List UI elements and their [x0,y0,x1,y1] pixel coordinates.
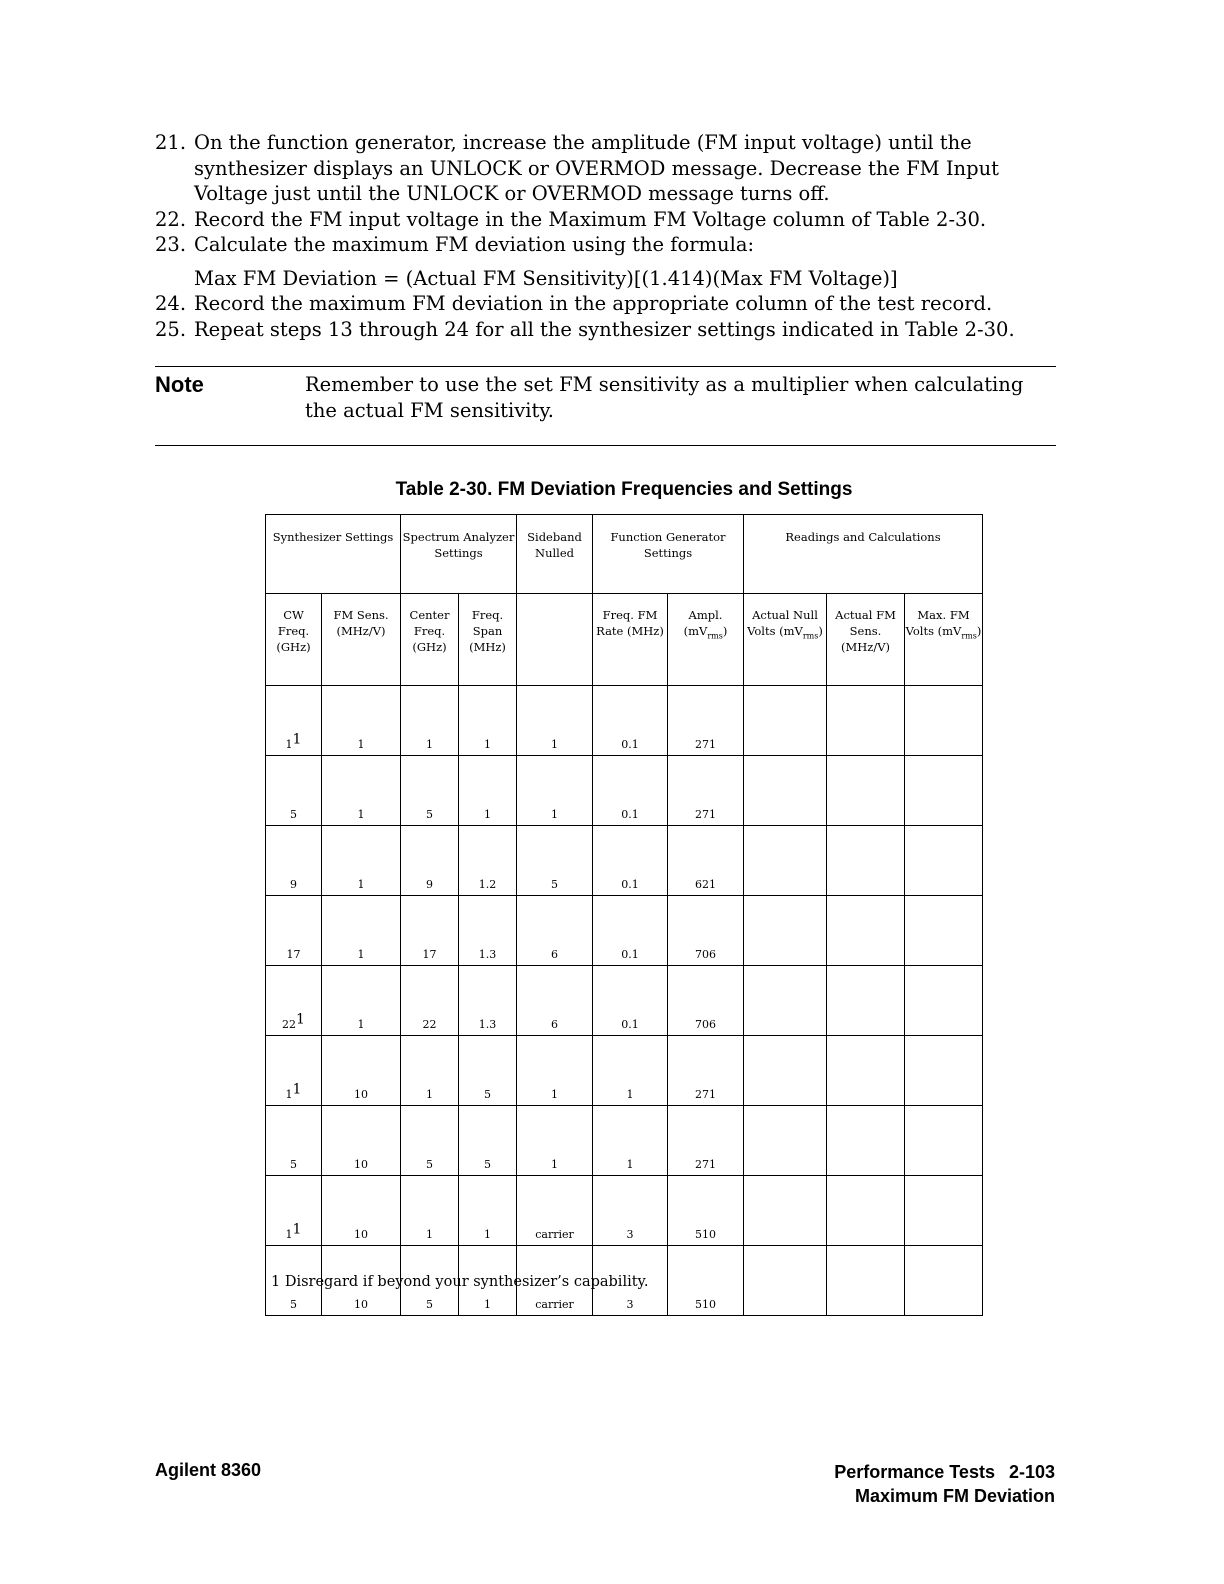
cell-null-volts [744,966,827,1036]
cell-center-freq [401,1036,459,1106]
cell-value: 5 [426,1298,433,1311]
cell-value: 17 [286,948,301,961]
cell-actual-fm-sens [827,826,905,896]
table-row [266,686,983,756]
col-header-center-freq: Center Freq. (GHz) [401,594,459,686]
cell-actual-fm-sens [827,1036,905,1106]
cell-freq-span [459,896,517,966]
cell-ampl [668,1176,744,1246]
cell-sideband [517,1106,593,1176]
col-header-fm-rate: Freq. FM Rate (MHz) [593,594,668,686]
footnote-marker: 1 [296,1011,305,1028]
cell-cw-freq [266,686,322,756]
cell-null-volts [744,1176,827,1246]
cell-max-fm-volts [905,1036,983,1106]
col-header-actual-fm-sens: Actual FM Sens. (MHz/V) [827,594,905,686]
cell-value: 1 [285,1228,293,1241]
cell-value: 5 [426,1158,433,1171]
cell-center-freq [401,826,459,896]
cell-value: carrier [535,1228,574,1241]
cell-center-freq [401,1106,459,1176]
fm-deviation-table [265,514,983,1316]
group-header-synthesizer: Synthesizer Settings [266,515,401,594]
table-row [266,1036,983,1106]
cell-value: 10 [354,1158,368,1171]
cell-value: 17 [422,948,437,961]
cell-value: 621 [695,878,716,891]
cell-value: 1 [357,878,365,891]
cell-value: 22 [422,1018,437,1031]
cell-cw-freq [266,826,322,896]
cell-value: 0.1 [621,948,639,961]
cell-fm-sens [322,896,401,966]
footer-product: Agilent 8360 [155,1460,262,1480]
cell-fm-rate [593,756,668,826]
cell-ampl [668,686,744,756]
cell-value: 0.1 [621,1018,639,1031]
cell-value: 5 [426,808,433,821]
cell-value: 1 [551,738,558,751]
step-number: 22. [155,207,187,231]
cell-cw-freq [266,1036,322,1106]
col-header-fm-sens: FM Sens. (MHz/V) [322,594,401,686]
cell-value: 10 [354,1088,368,1101]
cell-freq-span [459,966,517,1036]
cell-null-volts [744,1036,827,1106]
cell-value: 1 [357,1018,365,1031]
cell-value: 271 [695,1158,716,1171]
cell-max-fm-volts [905,896,983,966]
cell-value: 1 [357,808,365,821]
cell-ampl [668,756,744,826]
cell-value: 10 [354,1228,368,1241]
col-header-freq-span: Freq. Span (MHz) [459,594,517,686]
cell-value: 1 [626,1088,634,1101]
cell-ampl [668,966,744,1036]
cell-value: 1 [285,738,293,751]
cell-actual-fm-sens [827,1176,905,1246]
cell-fm-sens [322,1036,401,1106]
cell-max-fm-volts [905,756,983,826]
cell-value: 1 [484,1298,491,1311]
cell-center-freq [401,756,459,826]
note-top-rule [155,366,1056,367]
cell-max-fm-volts [905,1176,983,1246]
cell-fm-rate [593,1036,668,1106]
cell-cw-freq [266,896,322,966]
step-number: 23. [155,233,187,256]
step-21 [155,130,1055,207]
footer-section: Performance Tests [834,1462,995,1482]
step-number: 25. [155,317,187,341]
footnote-marker: 1 [292,731,302,748]
cell-sideband [517,686,593,756]
footnote-marker: 1 [292,1081,302,1098]
cell-sideband [517,826,593,896]
cell-cw-freq [266,1176,322,1246]
cell-value: 510 [695,1298,716,1311]
step-number: 24. [155,292,187,315]
step-25 [155,317,1055,343]
cell-actual-fm-sens [827,1246,905,1316]
cell-value: 22 [282,1018,297,1031]
cell-value: 1 [484,1228,491,1241]
cell-fm-sens [322,1176,401,1246]
cell-ampl [668,1246,744,1316]
table-title: Table 2-30. FM Deviation Frequencies and Settings [395,479,853,500]
cell-ampl [668,826,744,896]
cell-actual-fm-sens [827,686,905,756]
cell-value: 1 [551,1088,558,1101]
cell-actual-fm-sens [827,966,905,1036]
table-row [266,1176,983,1246]
table-row [266,966,983,1036]
table-row [266,1106,983,1176]
table-row [266,896,983,966]
cell-center-freq [401,966,459,1036]
cell-sideband [517,966,593,1036]
cell-value: 5 [290,1298,297,1311]
procedure-steps [155,130,1055,342]
footnote-marker: 1 [292,1221,302,1238]
page-number: 2-103 [1008,1462,1055,1482]
cell-null-volts [744,826,827,896]
cell-value: 3 [626,1298,634,1311]
step-24 [155,291,1055,317]
cell-value: 1 [357,738,365,751]
cell-null-volts [744,1246,827,1316]
note-text: Remember to use the set FM sensitivity as a multiplier when calculating the actual FM sensitivity. [305,373,1024,422]
col-header-null-volts: Actual Null Volts $(mV_{rms})$ [744,594,827,686]
cell-value: 5 [484,1088,491,1101]
cell-center-freq [401,896,459,966]
cell-value: 1 [551,808,558,821]
cell-value: 10 [354,1298,368,1311]
cell-fm-sens [322,686,401,756]
group-header-sideband: Sideband Nulled [517,515,593,594]
cell-max-fm-volts [905,686,983,756]
cell-value: 9 [290,878,297,891]
cell-fm-sens [322,966,401,1036]
footer-subsection: Maximum FM Deviation [854,1486,1055,1506]
cell-fm-rate [593,826,668,896]
group-header-function-generator: Function Generator Settings [593,515,744,594]
cell-value: 1 [426,1228,433,1241]
step-text: Record the maximum FM deviation in the appropriate column of the test record. [194,292,993,315]
cell-value: 706 [695,948,716,961]
table-row [266,826,983,896]
cell-value: 9 [426,878,433,891]
footer-right [834,1460,1055,1508]
cell-fm-rate [593,1176,668,1246]
note-label: Note [155,372,204,397]
cell-value: 510 [695,1228,716,1241]
cell-center-freq [401,686,459,756]
column-header-row [266,594,983,686]
cell-value: 1 [426,1088,433,1101]
step-text: Calculate the maximum FM deviation using the formula: [194,233,755,256]
cell-fm-rate [593,1106,668,1176]
cell-freq-span [459,756,517,826]
cell-value: 5 [551,878,558,891]
cell-value: 271 [695,808,716,821]
cell-value: 271 [695,738,716,751]
cell-max-fm-volts [905,966,983,1036]
cell-freq-span [459,686,517,756]
cell-fm-sens [322,826,401,896]
cell-cw-freq [266,756,322,826]
cell-ampl [668,896,744,966]
cell-null-volts [744,756,827,826]
cell-value: 6 [551,1018,558,1031]
step-22 [155,207,1055,233]
col-header-cw-freq: CW Freq. (GHz) [266,594,322,686]
cell-freq-span [459,1176,517,1246]
cell-value: 1.3 [478,948,497,961]
cell-cw-freq [266,966,322,1036]
group-header-spectrum-analyzer: Spectrum Analyzer Settings [401,515,517,594]
step-text: Record the FM input voltage in the Maximum FM Voltage column of Table 2-30. [194,207,987,231]
cell-value: 1 [626,1158,634,1171]
cell-value: 706 [695,1018,716,1031]
cell-ampl [668,1036,744,1106]
cell-actual-fm-sens [827,756,905,826]
cell-value: 3 [626,1228,634,1241]
cell-value: 6 [551,948,558,961]
cell-freq-span [459,826,517,896]
col-header-ampl: Ampl. $(mV_{rms})$ [668,594,744,686]
table-row [266,756,983,826]
cell-max-fm-volts [905,1106,983,1176]
cell-value: 1.2 [478,878,497,891]
step-23 [155,232,1055,258]
cell-fm-rate [593,686,668,756]
cell-value: 1 [357,948,365,961]
cell-sideband [517,896,593,966]
cell-actual-fm-sens [827,1106,905,1176]
step-text: Repeat steps 13 through 24 for all the synthesizer settings indicated in Table 2-30. [194,317,1015,341]
cell-value: 5 [484,1158,491,1171]
cell-null-volts [744,896,827,966]
cell-value: 271 [695,1088,716,1101]
cell-value: 1 [484,808,491,821]
step-number: 21. [155,131,187,154]
cell-center-freq [401,1176,459,1246]
cell-max-fm-volts [905,1246,983,1316]
cell-value: 1 [484,738,491,751]
deviation-formula: Max FM Deviation = (Actual FM Sensitivity)[(1.414)(Max FM Voltage)] [194,266,898,290]
col-header-max-fm-volts: Max. FM Volts $(mV_{rms})$ [905,594,983,686]
table-footnote: 1 Disregard if beyond your synthesizer’s capability. [271,1274,649,1290]
cell-actual-fm-sens [827,896,905,966]
cell-value: carrier [535,1298,574,1311]
cell-freq-span [459,1036,517,1106]
col-header-sideband [517,594,593,686]
note-bottom-rule [155,445,1056,446]
cell-fm-rate [593,896,668,966]
cell-sideband [517,756,593,826]
cell-value: 1.3 [478,1018,497,1031]
cell-ampl [668,1106,744,1176]
cell-value: 5 [290,808,297,821]
cell-freq-span [459,1106,517,1176]
cell-value: 0.1 [621,878,639,891]
group-header-row [266,515,983,594]
cell-null-volts [744,1106,827,1176]
cell-fm-sens [322,756,401,826]
cell-fm-rate [593,966,668,1036]
step-text: On the function generator, increase the amplitude (FM input voltage) until the synthesizer displays an UNLOCK or OVERMOD message. Decrease the FM Input Voltage just until the UNLOCK or OVERMOD message turns off. [194,131,999,205]
cell-value: 1 [426,738,433,751]
cell-value: 1 [285,1088,293,1101]
cell-max-fm-volts [905,826,983,896]
cell-value: 0.1 [621,738,639,751]
cell-value: 5 [290,1158,297,1171]
cell-fm-sens [322,1106,401,1176]
group-header-readings: Readings and Calculations [744,515,983,594]
cell-null-volts [744,686,827,756]
cell-sideband [517,1036,593,1106]
cell-cw-freq [266,1106,322,1176]
cell-sideband [517,1176,593,1246]
cell-value: 1 [551,1158,558,1171]
cell-value: 0.1 [621,808,639,821]
